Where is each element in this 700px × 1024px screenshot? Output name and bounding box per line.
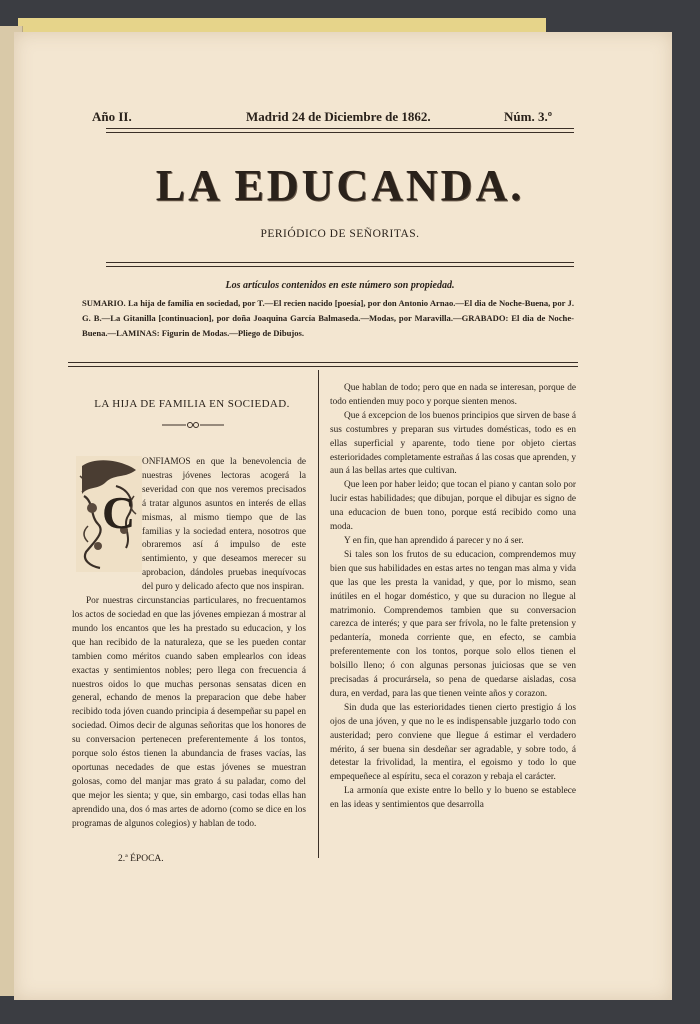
header-number: Núm. 3.º xyxy=(504,109,552,124)
right-paragraph-5: Si tales son los frutos de su educacion, comprendemos muy bien que sus habilidades en estas artes no tengan mas alma y vida que las que les presta la vanidad, y que, por lo mismo, sean inútiles en el hogar doméstico, y que su duracion no llegue al matrimonio. Comprendemos tambien que su conversacion carezca de interés; y que para ser frívola, no le falte pretension y pedantería, moneda corriente que, en efecto, se cambia preferentemente con los tontos, porque solo ellos tienen el bolsillo lleno; ó con algunas personas juiciosas que se ven precisadas á procurársela, so pena de quedarse aisladas, cosa dura, en verdad, para las que tienen veinte años y corazon. xyxy=(330,549,576,699)
masthead-rule-top xyxy=(106,262,574,263)
summary-rule-top xyxy=(68,362,578,363)
column-divider xyxy=(318,370,319,858)
masthead-rule-bottom xyxy=(106,266,574,267)
masthead-title: LA EDUCANDA. xyxy=(155,161,525,210)
left-paragraph-2: Por nuestras circunstancias particulares, no frecuentamos los actos de sociedad en que las jóvenes empiezan á mostrar al mundo los encantos que les ha prestado su educacion, y los que han recibido de la naturaleza, que se les pueden contar tambien como méritos cuando saben emplearlos con ideas exactas y sentimientos nobles; pero llega con frecuencia á nuestros oidos lo que muchas personas sensatas dicen en general, echando de menos la preparacion que debe haber recibido toda jóven cuando principia á desempeñar su papel en sociedad. Oimos decir de algunas señoritas que los honores de su conversacion pertenecen preferentemente á los tontos, porque solo éstos tienen la abundancia de frases vacías, las oportunas necedades de que estas jóvenes se muestran golosas, como del manjar mas grato á su paladar, como del que mejor les sienta; y que, sin embargo, casi todas ellas han aprendido una, dos ó mas artes de adorno (como se dice en los programas de algunos colegios) y hablan de todo. xyxy=(72,596,306,829)
masthead-subtitle: PERIÓDICO DE SEÑORITAS. xyxy=(260,228,420,240)
header-date: Madrid 24 de Diciembre de 1862. xyxy=(246,109,431,124)
left-column xyxy=(72,456,306,831)
left-paragraph-1: ONFIAMOS en que la benevolencia de nuestras jóvenes lectoras acogerá la severidad con que nos veremos precisados á tratar algunos asuntos en interés de ellas mismas, al mismo tiempo que de las familias y la sociedad entera, nosotros que obraremos así á impulso de este sentimiento, y que deseamos merecer su aprobacion, dándoles pruebas inequívocas del puro y delicado afecto que nos inspiran. xyxy=(142,457,306,593)
summary-rule-bottom xyxy=(68,366,578,367)
property-notice: Los artículos contenidos en este número son propiedad. xyxy=(225,280,455,291)
ornament-divider xyxy=(162,420,224,433)
summary-text: SUMARIO. La hija de familia en sociedad, por T.—El recien nacido [poesía], por don Antonio Arnao.—El dia de Noche-Buena, por J. G. B.—La Gitanilla [continuacion], por doña Joaquina García Balmaseda.—Modas, por Maravilla.—GRABADO: El dia de Noche-Buena.—LAMINAS: Figurin de Modas.—Pliego de Dibujos. xyxy=(82,298,574,338)
right-paragraph-1: Que hablan de todo; pero que en nada se interesan, porque de todo entienden muy poco y porque sienten menos. xyxy=(330,383,576,407)
ornament-icon xyxy=(162,420,224,430)
article-title: LA HIJA DE FAMILIA EN SOCIEDAD. xyxy=(94,398,290,410)
right-paragraph-6: Sin duda que las esterioridades tienen cierto prestigio á los ojos de una jóven, y que no le es indispensable juzgarlo todo con austeridad; pero conviene que llegue á estimar el verdadero mérito, á ser buena sin desdeñar ser agradable, y sobre todo, á detestar la frivolidad, la mentira, el egoismo y todo lo que empequeñece al espíritu, seca el corazon y rebaja el carácter. xyxy=(330,702,576,783)
header-rule-top xyxy=(106,128,574,129)
header-rule-bottom xyxy=(106,132,574,133)
right-paragraph-3: Que leen por haber leido; que tocan el piano y cantan solo por lucir estas habilidades; que dibujan, porque el dibujar es signo de una educacion de buen tono, porque está recibido como una moda. xyxy=(330,480,576,533)
dropcap-letter: C xyxy=(102,487,136,538)
right-paragraph-2: Que á excepcion de los buenos principios que sirven de base á sus costumbres y preparan sus virtudes domésticas, todo es en ellas superficial y aparente, todo tiene por objeto ciertas esterioridades completamente estrañas á las cosas que aprenden, y aun á las bellas artes que cultivan. xyxy=(330,410,577,477)
newspaper-page xyxy=(14,32,672,1000)
right-paragraph-4: Y en fin, que han aprendido á parecer y no á ser. xyxy=(344,535,524,546)
header-year: Año II. xyxy=(92,109,132,124)
right-column xyxy=(330,382,576,813)
edition-signature: 2.ª ÉPOCA. xyxy=(118,854,164,864)
right-paragraph-7: La armonía que existe entre lo bello y lo bueno se establece en las ideas y sentimientos que desarrolla xyxy=(330,786,576,811)
